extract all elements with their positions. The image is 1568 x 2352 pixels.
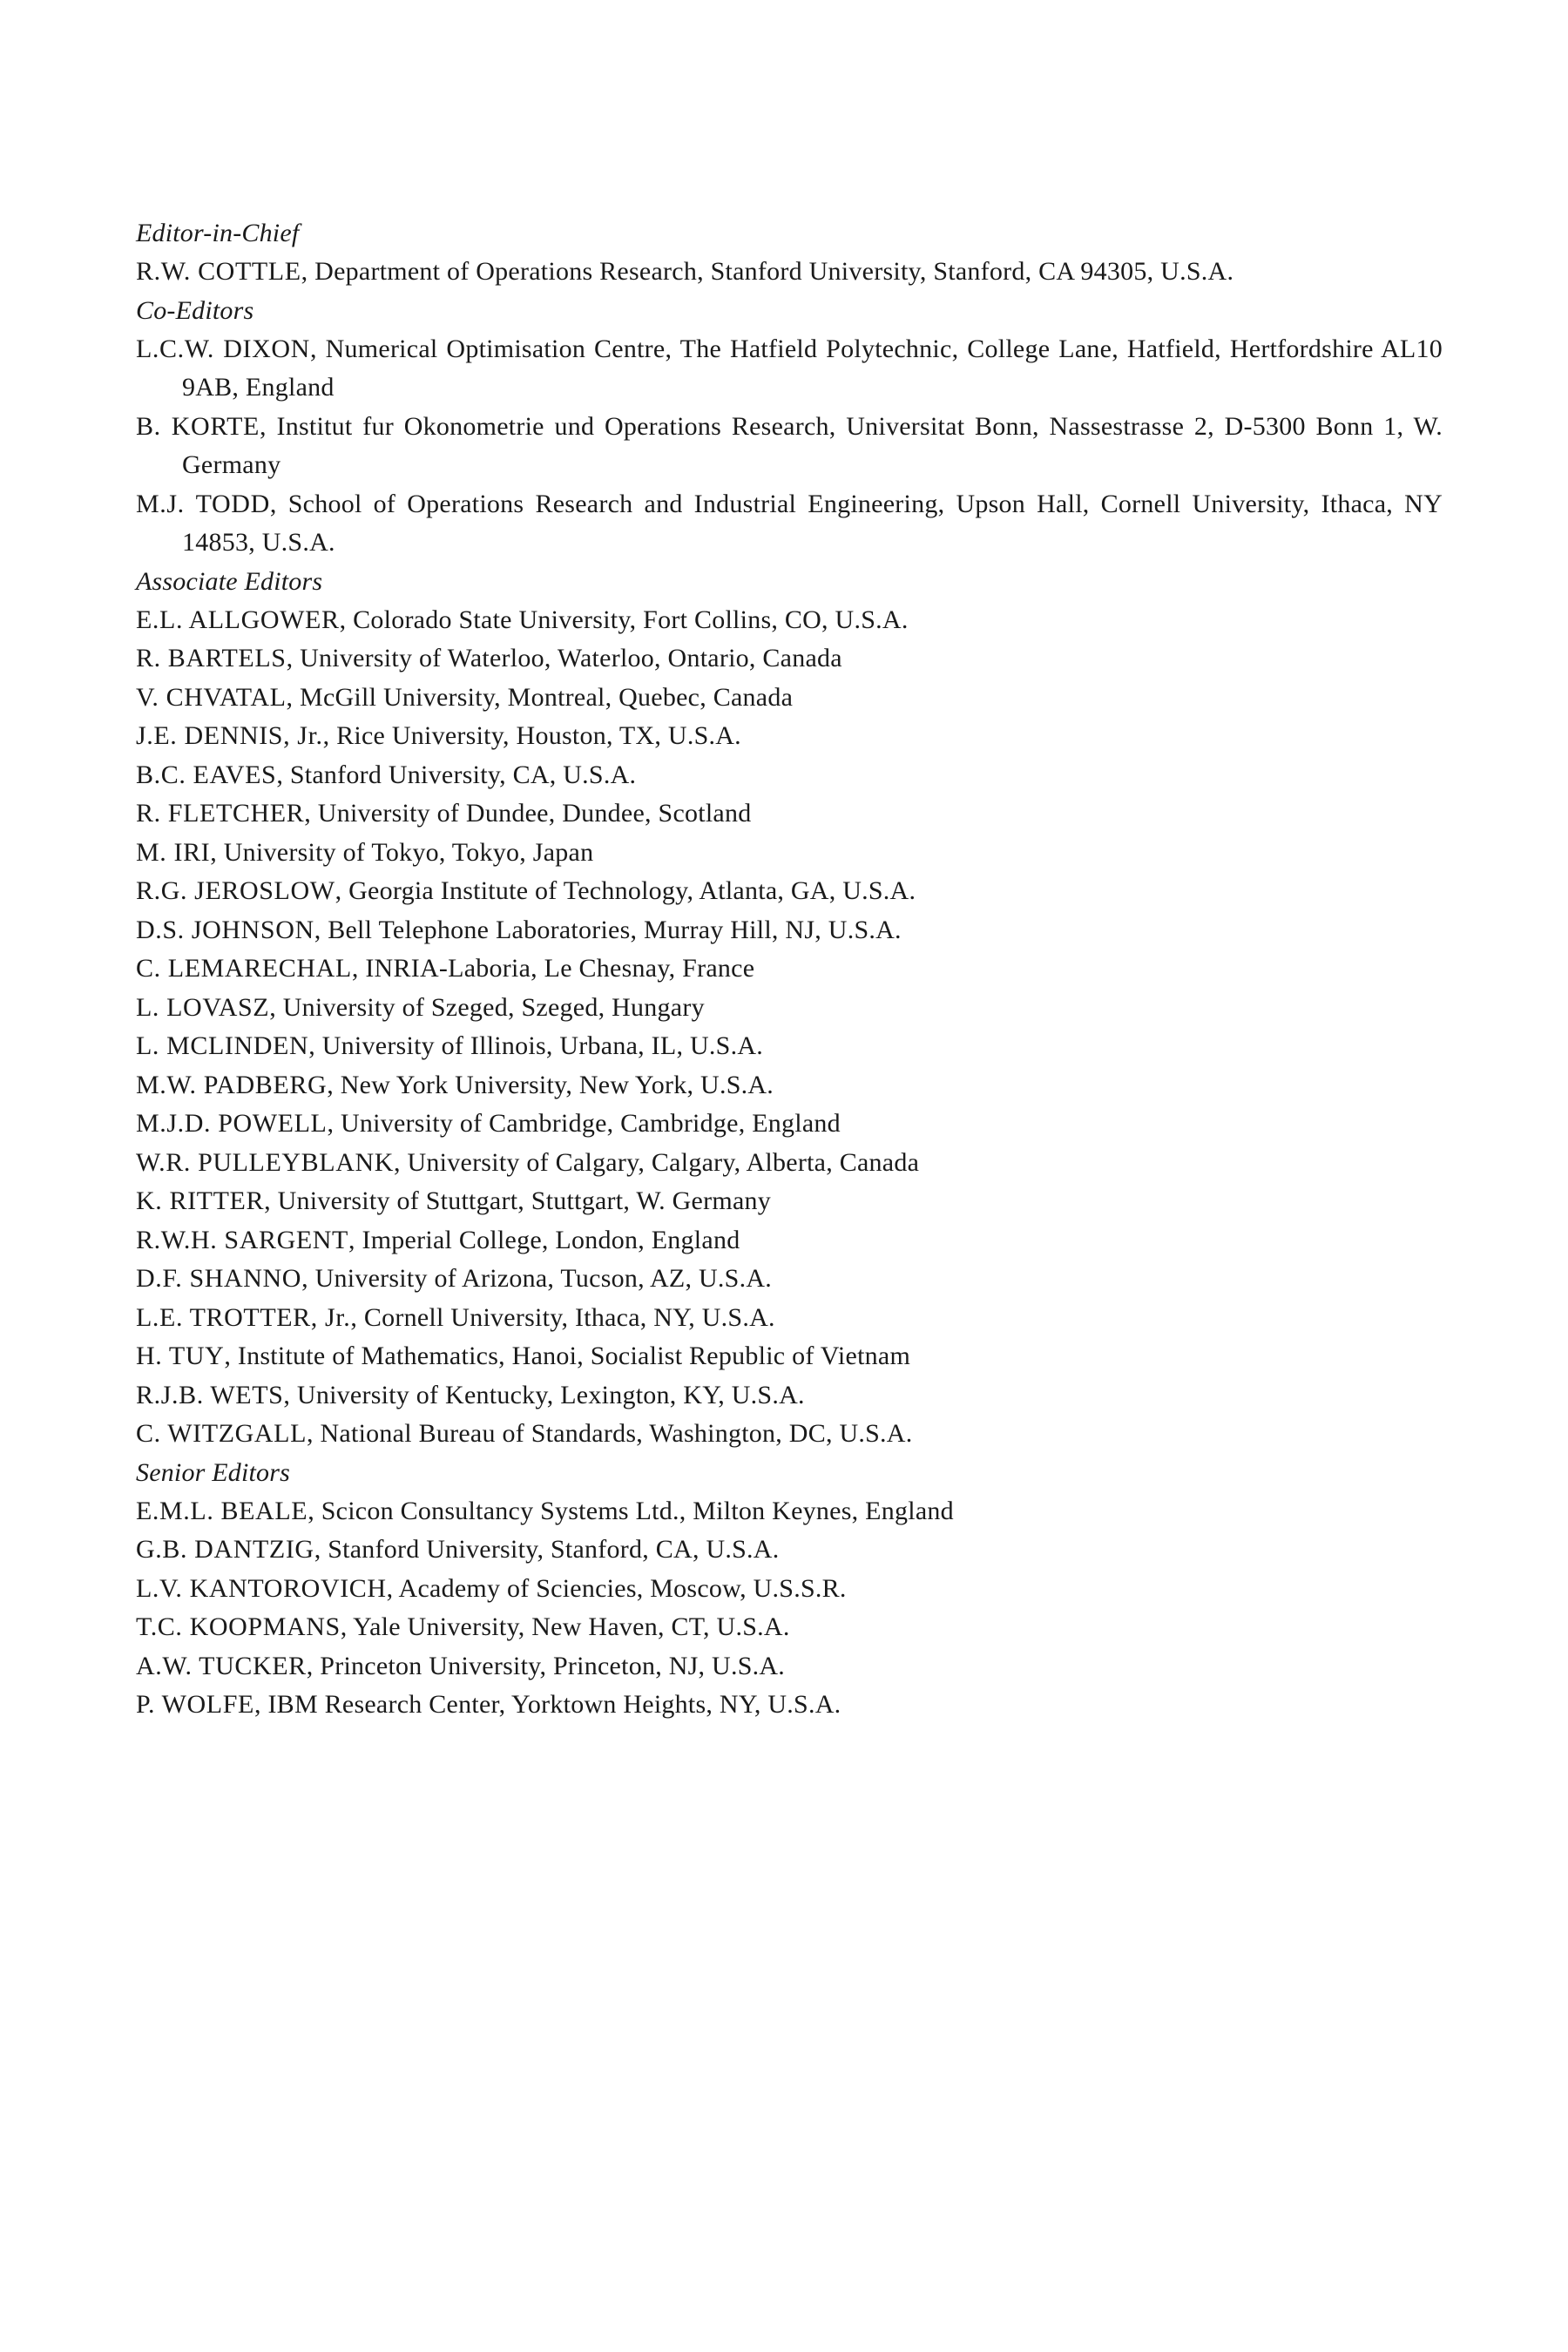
associate-editors-section bbox=[136, 563, 1443, 1454]
editor-name: M.W. PADBERG bbox=[136, 1070, 328, 1099]
editor-name: H. TUY bbox=[136, 1342, 225, 1370]
editor-name: W.R. PULLEYBLANK bbox=[136, 1147, 394, 1177]
editor-name: A.W. TUCKER bbox=[136, 1651, 307, 1680]
co-editors-section bbox=[136, 292, 1443, 563]
editor-entry: D.S. JOHNSON, Bell Telephone Laboratories, Murray Hill, NJ, U.S.A. bbox=[136, 915, 902, 944]
editor-name: K. RITTER bbox=[136, 1186, 265, 1215]
editor-name: E.M.L. BEALE bbox=[136, 1496, 308, 1525]
editor-affiliation: Cornell University, Ithaca, NY, U.S.A. bbox=[363, 1302, 775, 1332]
editor-name: E.L. ALLGOWER bbox=[136, 605, 340, 634]
editor-name: V. CHVATAL bbox=[136, 682, 287, 712]
editor-name: R. BARTELS bbox=[136, 644, 287, 672]
editor-name: R.W.H. SARGENT bbox=[136, 1225, 348, 1254]
editor-name: L. LOVASZ bbox=[136, 992, 270, 1022]
editor-entry: M.J. TODD, School of Operations Research and Industrial Engineering, Upson Hall, Cornell University, Ithaca, NY 14853, U.S.A. bbox=[136, 489, 1443, 557]
editor-name: M. IRI bbox=[136, 837, 211, 867]
editor-affiliation: Stanford University, Stanford, CA, U.S.A. bbox=[328, 1535, 780, 1564]
editor-entry: R.J.B. WETS, University of Kentucky, Lexington, KY, U.S.A. bbox=[136, 1380, 805, 1409]
editor-entry: V. CHVATAL, McGill University, Montreal, Quebec, Canada bbox=[136, 682, 794, 712]
editor-name: D.S. JOHNSON bbox=[136, 915, 314, 944]
editor-entry: M.J.D. POWELL, University of Cambridge, Cambridge, England bbox=[136, 1109, 841, 1138]
editor-name: J.E. DENNIS, Jr. bbox=[136, 721, 323, 750]
editor-affiliation: Institute of Mathematics, Hanoi, Socialist Republic of Vietnam bbox=[237, 1342, 911, 1370]
editor-name: L.C.W. DIXON bbox=[136, 334, 310, 363]
editor-name: L.E. TROTTER, Jr. bbox=[136, 1302, 351, 1332]
editor-entry: M.W. PADBERG, New York University, New York, U.S.A. bbox=[136, 1070, 774, 1099]
editor-entry: M. IRI, University of Tokyo, Tokyo, Japan bbox=[136, 837, 594, 867]
editor-entry: H. TUY, Institute of Mathematics, Hanoi, Socialist Republic of Vietnam bbox=[136, 1342, 911, 1370]
editor-affiliation: University of Stuttgart, Stuttgart, W. Germany bbox=[277, 1186, 772, 1215]
editor-name: B.C. EAVES bbox=[136, 760, 277, 789]
editor-affiliation: University of Waterloo, Waterloo, Ontario, Canada bbox=[300, 644, 842, 672]
editor-name: D.F. SHANNO bbox=[136, 1264, 302, 1293]
editor-affiliation: Yale University, New Haven, CT, U.S.A. bbox=[353, 1612, 790, 1641]
editor-affiliation: Academy of Sciencies, Moscow, U.S.S.R. bbox=[398, 1573, 847, 1603]
editor-entry: C. WITZGALL, National Bureau of Standards, Washington, DC, U.S.A. bbox=[136, 1419, 913, 1448]
editor-affiliation: University of Arizona, Tucson, AZ, U.S.A. bbox=[314, 1264, 772, 1293]
editor-entry: K. RITTER, University of Stuttgart, Stuttgart, W. Germany bbox=[136, 1186, 772, 1215]
editor-affiliation: Scicon Consultancy Systems Ltd., Milton Keynes, England bbox=[321, 1496, 954, 1525]
editor-entry: R.W. COTTLE, Department of Operations Research, Stanford University, Stanford, CA 94305, U.S.A. bbox=[136, 257, 1234, 286]
section-heading: Associate Editors bbox=[136, 566, 323, 596]
editor-affiliation: INRIA-Laboria, Le Chesnay, France bbox=[365, 954, 755, 983]
section-heading: Editor-in-Chief bbox=[136, 219, 300, 247]
editor-entry: R.W.H. SARGENT, Imperial College, London, England bbox=[136, 1225, 740, 1254]
editor-entry: L. MCLINDEN, University of Illinois, Urbana, IL, U.S.A. bbox=[136, 1031, 764, 1060]
editor-name: G.B. DANTZIG bbox=[136, 1535, 314, 1564]
editor-affiliation: Rice University, Houston, TX, U.S.A. bbox=[336, 721, 741, 750]
editor-name: R.W. COTTLE bbox=[136, 257, 301, 286]
editor-affiliation: University of Szeged, Szeged, Hungary bbox=[282, 992, 705, 1022]
editor-name: R. FLETCHER bbox=[136, 799, 305, 828]
editor-name: C. LEMARECHAL bbox=[136, 954, 352, 983]
editor-entry: D.F. SHANNO, University of Arizona, Tucson, AZ, U.S.A. bbox=[136, 1264, 772, 1293]
senior-editors-section bbox=[136, 1454, 1443, 1725]
editor-affiliation: Institut fur Okonometrie und Operations Research, Universitat Bonn, Nassestrasse 2, D-5300 Bonn 1, W. Germany bbox=[182, 411, 1443, 479]
editor-name: M.J.D. POWELL bbox=[136, 1109, 328, 1138]
editor-affiliation: New York University, New York, U.S.A. bbox=[340, 1070, 774, 1099]
editor-affiliation: University of Kentucky, Lexington, KY, U.S.A. bbox=[296, 1380, 805, 1409]
editor-name: R.J.B. WETS bbox=[136, 1380, 284, 1409]
editorial-board-list bbox=[136, 214, 1443, 1725]
editor-affiliation: Imperial College, London, England bbox=[362, 1225, 740, 1254]
editor-entry: T.C. KOOPMANS, Yale University, New Haven, CT, U.S.A. bbox=[136, 1612, 790, 1641]
editor-affiliation: Colorado State University, Fort Collins, CO, U.S.A. bbox=[353, 605, 909, 634]
section-heading: Co-Editors bbox=[136, 295, 254, 325]
editor-name: L.V. KANTOROVICH bbox=[136, 1573, 387, 1603]
editor-affiliation: University of Calgary, Calgary, Alberta, Canada bbox=[407, 1147, 920, 1177]
section-heading: Senior Editors bbox=[136, 1457, 290, 1487]
editor-name: M.J. TODD bbox=[136, 489, 270, 518]
editor-affiliation: Georgia Institute of Technology, Atlanta, GA, U.S.A. bbox=[348, 876, 916, 905]
editor-entry: C. LEMARECHAL, INRIA-Laboria, Le Chesnay, France bbox=[136, 954, 755, 983]
editor-entry: W.R. PULLEYBLANK, University of Calgary, Calgary, Alberta, Canada bbox=[136, 1147, 920, 1177]
editor-affiliation: University of Cambridge, Cambridge, England bbox=[340, 1109, 841, 1138]
editor-entry: R. BARTELS, University of Waterloo, Waterloo, Ontario, Canada bbox=[136, 644, 842, 672]
editor-name: P. WOLFE bbox=[136, 1690, 254, 1719]
editor-entry: R. FLETCHER, University of Dundee, Dundee, Scotland bbox=[136, 799, 752, 828]
editor-affiliation: Princeton University, Princeton, NJ, U.S.A. bbox=[320, 1651, 786, 1680]
editor-entry: E.L. ALLGOWER, Colorado State University, Fort Collins, CO, U.S.A. bbox=[136, 605, 909, 634]
editor-affiliation: Bell Telephone Laboratories, Murray Hill, NJ, U.S.A. bbox=[328, 915, 902, 944]
editor-entry: L. LOVASZ, University of Szeged, Szeged, Hungary bbox=[136, 992, 705, 1022]
editor-name: L. MCLINDEN bbox=[136, 1031, 309, 1060]
editor-entry: L.V. KANTOROVICH, Academy of Sciencies, Moscow, U.S.S.R. bbox=[136, 1573, 847, 1603]
editor-entry: P. WOLFE, IBM Research Center, Yorktown Heights, NY, U.S.A. bbox=[136, 1690, 841, 1719]
editor-entry: J.E. DENNIS, Jr., Rice University, Houston, TX, U.S.A. bbox=[136, 721, 741, 750]
editor-affiliation: University of Tokyo, Tokyo, Japan bbox=[223, 837, 594, 867]
editor-in-chief-section bbox=[136, 214, 1443, 292]
editor-affiliation: Department of Operations Research, Stanford University, Stanford, CA 94305, U.S.A. bbox=[314, 257, 1234, 286]
editor-affiliation: Stanford University, CA, U.S.A. bbox=[289, 760, 637, 789]
editor-affiliation: University of Dundee, Dundee, Scotland bbox=[317, 799, 752, 828]
editor-entry: E.M.L. BEALE, Scicon Consultancy Systems Ltd., Milton Keynes, England bbox=[136, 1496, 954, 1525]
editor-entry: A.W. TUCKER, Princeton University, Princeton, NJ, U.S.A. bbox=[136, 1651, 786, 1680]
editor-name: C. WITZGALL bbox=[136, 1419, 308, 1448]
editor-entry: L.E. TROTTER, Jr., Cornell University, Ithaca, NY, U.S.A. bbox=[136, 1302, 775, 1332]
editor-entry: B.C. EAVES, Stanford University, CA, U.S.A. bbox=[136, 760, 637, 789]
editor-entry: R.G. JEROSLOW, Georgia Institute of Technology, Atlanta, GA, U.S.A. bbox=[136, 876, 916, 905]
editor-affiliation: Numerical Optimisation Centre, The Hatfield Polytechnic, College Lane, Hatfield, Hertfordshire AL10 9AB, England bbox=[182, 334, 1443, 402]
editor-affiliation: School of Operations Research and Industrial Engineering, Upson Hall, Cornell University, Ithaca, NY 14853, U.S.A. bbox=[182, 489, 1443, 557]
editor-affiliation: McGill University, Montreal, Quebec, Canada bbox=[300, 682, 794, 712]
editor-name: B. KORTE bbox=[136, 411, 260, 441]
editor-name: R.G. JEROSLOW bbox=[136, 876, 335, 905]
editor-entry: B. KORTE, Institut fur Okonometrie und Operations Research, Universitat Bonn, Nassestrasse 2, D-5300 Bonn 1, W. Germany bbox=[136, 411, 1443, 479]
editor-affiliation: University of Illinois, Urbana, IL, U.S.A. bbox=[321, 1031, 764, 1060]
editor-affiliation: National Bureau of Standards, Washington, DC, U.S.A. bbox=[320, 1419, 913, 1448]
editor-name: T.C. KOOPMANS bbox=[136, 1612, 341, 1641]
editor-entry: L.C.W. DIXON, Numerical Optimisation Centre, The Hatfield Polytechnic, College Lane, Hatfield, Hertfordshire AL10 9AB, England bbox=[136, 334, 1443, 402]
editor-affiliation: IBM Research Center, Yorktown Heights, NY, U.S.A. bbox=[267, 1690, 841, 1719]
editor-entry: G.B. DANTZIG, Stanford University, Stanford, CA, U.S.A. bbox=[136, 1535, 780, 1564]
